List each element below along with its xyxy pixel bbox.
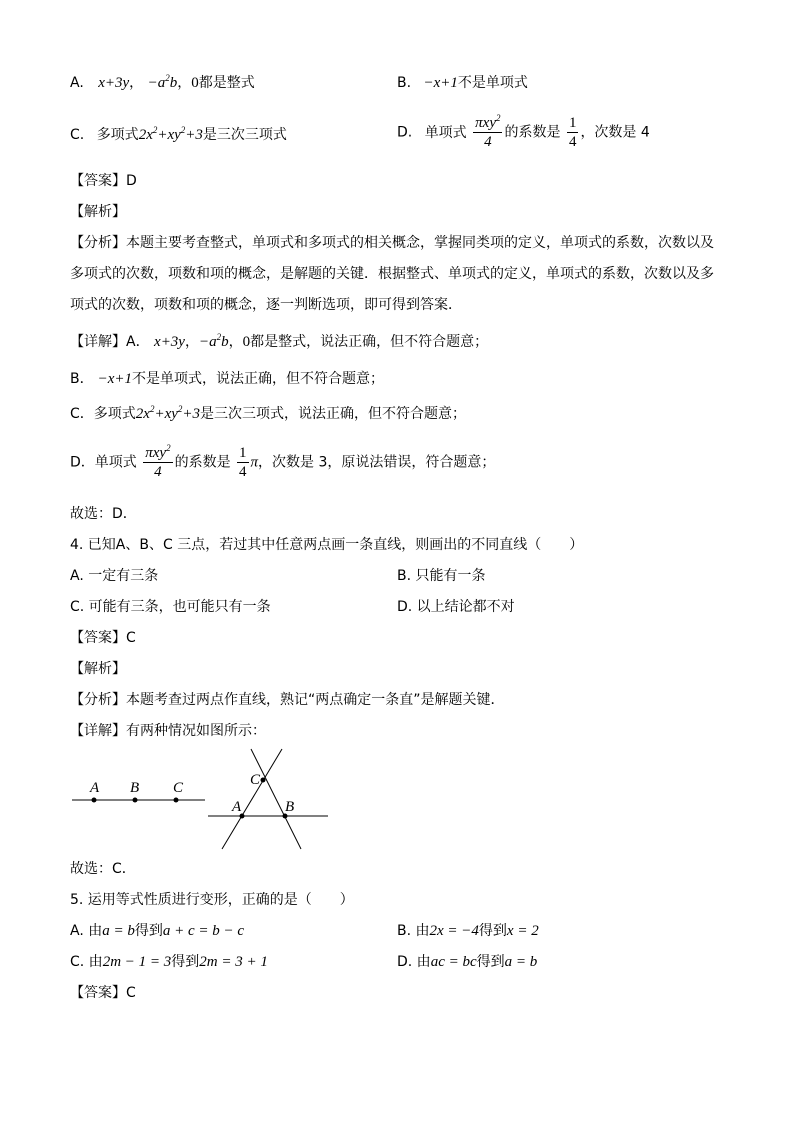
line-ac [222, 749, 282, 849]
q4-option-a: A. 一定有三条 [70, 568, 159, 584]
fraction: $\frac{1}{4}$ [568, 115, 577, 150]
question-4-stem: 4. 已知A、B、C 三点，若过其中任意两点画一条直线，则画出的不同直线（ ） [70, 537, 584, 553]
analysis-heading: 【解析】 [70, 204, 126, 220]
choose-line: 故选：C． [70, 861, 136, 877]
answer: 【答案】D [70, 173, 137, 189]
expr: x+3y [98, 75, 130, 91]
detail-d: D．单项式 $\frac{\pi xy^2}{4}$ 的系数是 $\frac{1}{4}$ π，次数是 3，原说法错误，符合题意； [70, 443, 496, 480]
point-c [174, 798, 179, 803]
q4-option-b: B. 只能有一条 [397, 568, 486, 584]
detail-line: 【详解】有两种情况如图所示： [70, 723, 266, 739]
q3-option-a: A. x+3y， $-a^2b$，0都是整式 [70, 73, 255, 91]
analysis-line: 项式的次数，项数和项的概念，逐一判断选项，即可得到答案． [70, 297, 462, 313]
analysis-line: 多项式的次数，项数和项的概念，是解题的关键．根据整式、单项式的定义，单项式的系数，次数以及多 [70, 266, 714, 282]
analysis-heading: 【解析】 [70, 661, 126, 677]
q5-option-d: D. 由ac = bc得到a = b [397, 954, 538, 970]
q5-option-b: B. 由2x = −4得到x = 2 [397, 923, 539, 939]
q5-option-c: C. 由2m − 1 = 3得到2m = 3 + 1 [70, 954, 268, 970]
label-c2: C [250, 772, 261, 788]
detail-b: B． −x+1不是单项式，说法正确，但不符合题意； [70, 371, 385, 387]
label-b: B [130, 780, 140, 796]
point-c2 [261, 778, 266, 783]
q4-option-d: D. 以上结论都不对 [397, 599, 515, 615]
analysis-line: 【分析】本题主要考查整式，单项式和多项式的相关概念，掌握同类项的定义，单项式的系数，次数以及 [70, 235, 714, 251]
lines-figure [60, 745, 350, 855]
q5-option-a: A. 由a = b得到a + c = b − c [70, 923, 245, 939]
q3-option-d: D. 单项式 $\frac{\pi xy^2}{4}$ 的系数是 $\frac{1}{4}$ ，次数是 4 [397, 113, 650, 150]
choose-line: 故选：D． [70, 506, 137, 522]
fraction: $\frac{\pi xy^2}{4}$ [145, 443, 171, 480]
q3-option-c: C. 多项式$2x^2+xy^2+3$是三次三项式 [70, 125, 287, 143]
detail-a: 【详解】A． x+3y，$-a^2b$，0都是整式，说法正确，但不符合题意； [70, 332, 489, 350]
fraction: $\frac{\pi xy^2}{4}$ [475, 113, 501, 150]
point-b [133, 798, 138, 803]
question-5-stem: 5. 运用等式性质进行变形，正确的是（ ） [70, 892, 354, 908]
point-a [92, 798, 97, 803]
detail-c: C．多项式$2x^2+xy^2+3$是三次三项式，说法正确，但不符合题意； [70, 404, 467, 422]
label-a2: A [232, 799, 242, 815]
analysis-line: 【分析】本题考查过两点作直线，熟记“两点确定一条直”是解题关键． [70, 692, 505, 708]
q4-option-c: C. 可能有三条，也可能只有一条 [70, 599, 271, 615]
answer: 【答案】C [70, 630, 136, 646]
fraction: $\frac{1}{4}$ [239, 445, 247, 480]
label-a: A [90, 780, 100, 796]
label-b2: B [285, 799, 295, 815]
answer: 【答案】C [70, 985, 136, 1001]
q3-option-b: B. −x+1不是单项式 [397, 75, 528, 91]
label-c: C [173, 780, 184, 796]
